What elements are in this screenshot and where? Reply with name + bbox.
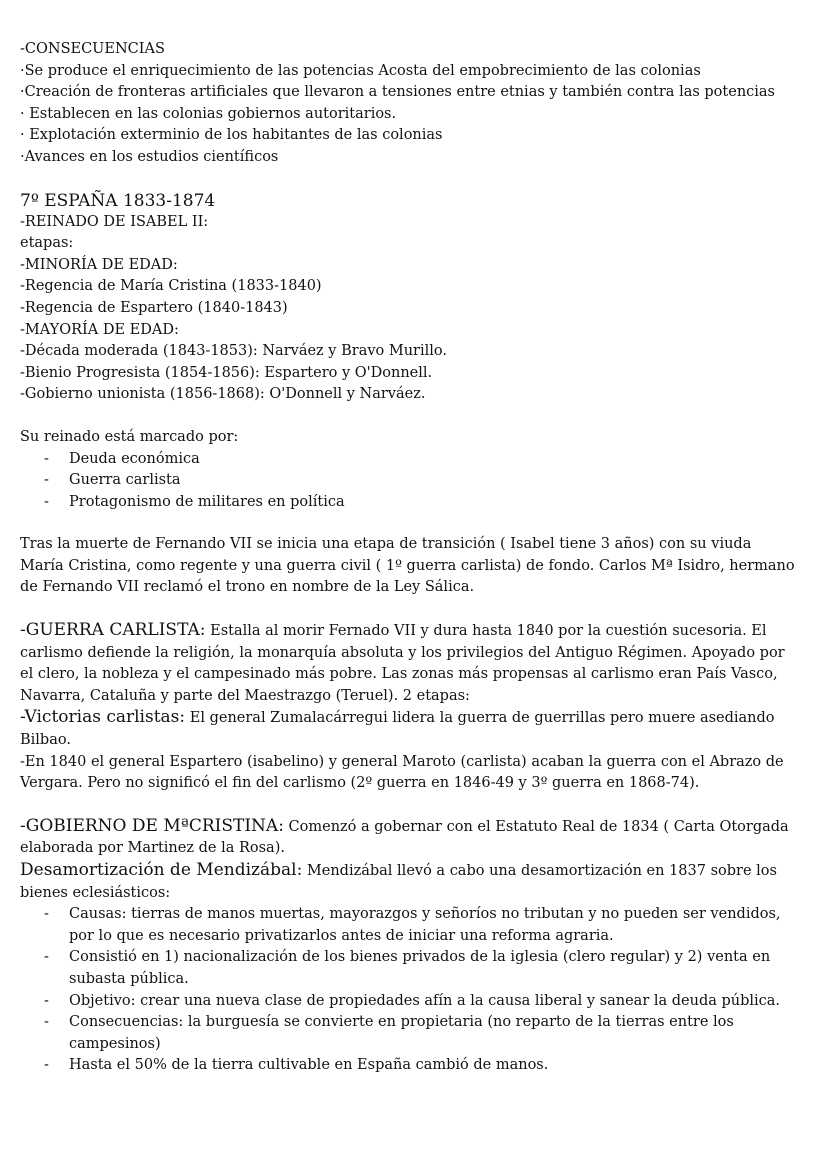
desamortizacion-text: Mendizábal llevó a cabo una desamortización en 1837 sobre los bienes eclesiásticos: xyxy=(20,863,777,901)
desamortizacion-list xyxy=(20,904,798,1077)
gobierno-heading: -GOBIERNO DE MªCRISTINA: xyxy=(20,815,284,836)
list-item: - Consecuencias: la burguesía se convierte en propietaria (no reparto de la tierras entre los campesinos) xyxy=(44,1014,734,1052)
guerra-carlista-paragraph xyxy=(20,620,798,707)
marcado-intro: Su reinado está marcado por: xyxy=(20,428,239,445)
list-item: - Hasta el 50% de la tierra cultivable en España cambió de manos. xyxy=(20,1055,798,1077)
mayoria-item: -Década moderada (1843-1853): Narváez y Bravo Murillo. xyxy=(20,343,447,360)
list-item: - Deuda económica xyxy=(20,449,798,471)
list-item: - Protagonismo de militares en política xyxy=(20,492,798,514)
gobierno-section xyxy=(20,816,798,1077)
dash-bullet: - xyxy=(44,1057,49,1074)
mayoria-item: -Bienio Progresista (1854-1856): Espartero y O'Donnell. xyxy=(20,364,433,381)
section-title: 7º ESPAÑA 1833-1874 xyxy=(20,190,216,211)
guerra-carlista-heading: -GUERRA CARLISTA: xyxy=(20,620,206,641)
dash-bullet: - xyxy=(44,1014,49,1031)
consecuencias-title: -CONSECUENCIAS xyxy=(20,41,165,57)
consecuencias-section xyxy=(20,39,798,169)
dash-bullet: - xyxy=(44,493,49,510)
mayoria-item: -Gobierno unionista (1856-1868): O'Donnell y Narváez. xyxy=(20,386,426,403)
consecuencias-item: · Establecen en las colonias gobiernos autoritarios. xyxy=(20,105,397,122)
guerra-carlista-text: Estalla al morir Fernado VII y dura hasta 1840 por la cuestión sucesoria. El carlismo defiende la religión, la monarquía absoluta y los privilegios del Antiguo Régimen. Apoyado por el clero, la nobleza y el campesinado más pobre. Las zonas más propensas al carlismo eran País Vasco, Navarra, Cataluña y parte del Maestrazgo (Teruel). 2 etapas: xyxy=(20,623,785,704)
dash-bullet: - xyxy=(44,992,49,1009)
victorias-paragraph xyxy=(20,707,798,751)
minoria-item: -Regencia de Espartero (1840-1843) xyxy=(20,299,288,316)
list-item: - Consistió en 1) nacionalización de los bienes privados de la iglesia (clero regular) y 2) venta en subasta pública. xyxy=(44,949,771,987)
list-item: - Guerra carlista xyxy=(20,470,798,492)
gobierno-paragraph xyxy=(20,816,798,860)
final-paragraph: -En 1840 el general Espartero (isabelino) y general Maroto (carlista) acaban la guerra con el Abrazo de Vergara. Pero no significó el fin del carlismo (2º guerra en 1846-49 y 3º guerra en 1868-74). xyxy=(20,753,784,792)
espana-section xyxy=(20,190,798,600)
etapas-label: etapas: xyxy=(20,235,74,252)
dash-bullet: - xyxy=(44,949,49,966)
dash-bullet: - xyxy=(44,906,49,923)
minoria-title: -MINORÍA DE EDAD: xyxy=(20,256,178,273)
consecuencias-item: ·Se produce el enriquecimiento de las potencias Acosta del empobrecimiento de las colonias xyxy=(20,62,701,79)
victorias-heading: -Victorias carlistas: xyxy=(20,707,186,728)
reinado-title: -REINADO DE ISABEL II: xyxy=(20,213,209,230)
consecuencias-item: ·Creación de fronteras artificiales que llevaron a tensiones entre etnias y también contra las potencias xyxy=(20,84,775,101)
consecuencias-item: ·Avances en los estudios científicos xyxy=(20,148,279,165)
mayoria-title: -MAYORÍA DE EDAD: xyxy=(20,321,179,338)
gobierno-text: Comenzó a gobernar con el Estatuto Real de 1834 ( Carta Otorgada elaborada por Martinez de la Rosa). xyxy=(20,818,789,857)
transicion-paragraph: Tras la muerte de Fernando VII se inicia una etapa de transición ( Isabel tiene 3 años) con su viuda María Cristina, como regente y una guerra civil ( 1º guerra carlista) de fondo. Carlos Mª Isidro, hermano de Fernando VII reclamó el trono en nombre de la Ley Sálica. xyxy=(20,536,795,596)
list-item: - Causas: tierras de manos muertas, mayorazgos y señoríos no tributan y no pueden ser vendidos, por lo que es necesario privatizarlos antes de iniciar una reforma agraria. xyxy=(44,906,781,944)
dash-bullet: - xyxy=(44,472,49,489)
guerra-carlista-section xyxy=(20,620,798,795)
dash-bullet: - xyxy=(44,450,49,467)
victorias-text: El general Zumalacárregui lidera la guerra de guerrillas pero muere asediando Bilbao. xyxy=(20,710,775,749)
minoria-item: -Regencia de María Cristina (1833-1840) xyxy=(20,278,322,295)
desamortizacion-heading: Desamortización de Mendizábal: xyxy=(20,860,303,880)
list-item: - Objetivo: crear una nueva clase de propiedades afín a la causa liberal y sanear la deuda pública. xyxy=(20,991,798,1013)
consecuencias-item: · Explotación exterminio de los habitantes de las colonias xyxy=(20,127,443,144)
marcado-list xyxy=(20,449,798,514)
desamortizacion-paragraph xyxy=(20,860,798,904)
